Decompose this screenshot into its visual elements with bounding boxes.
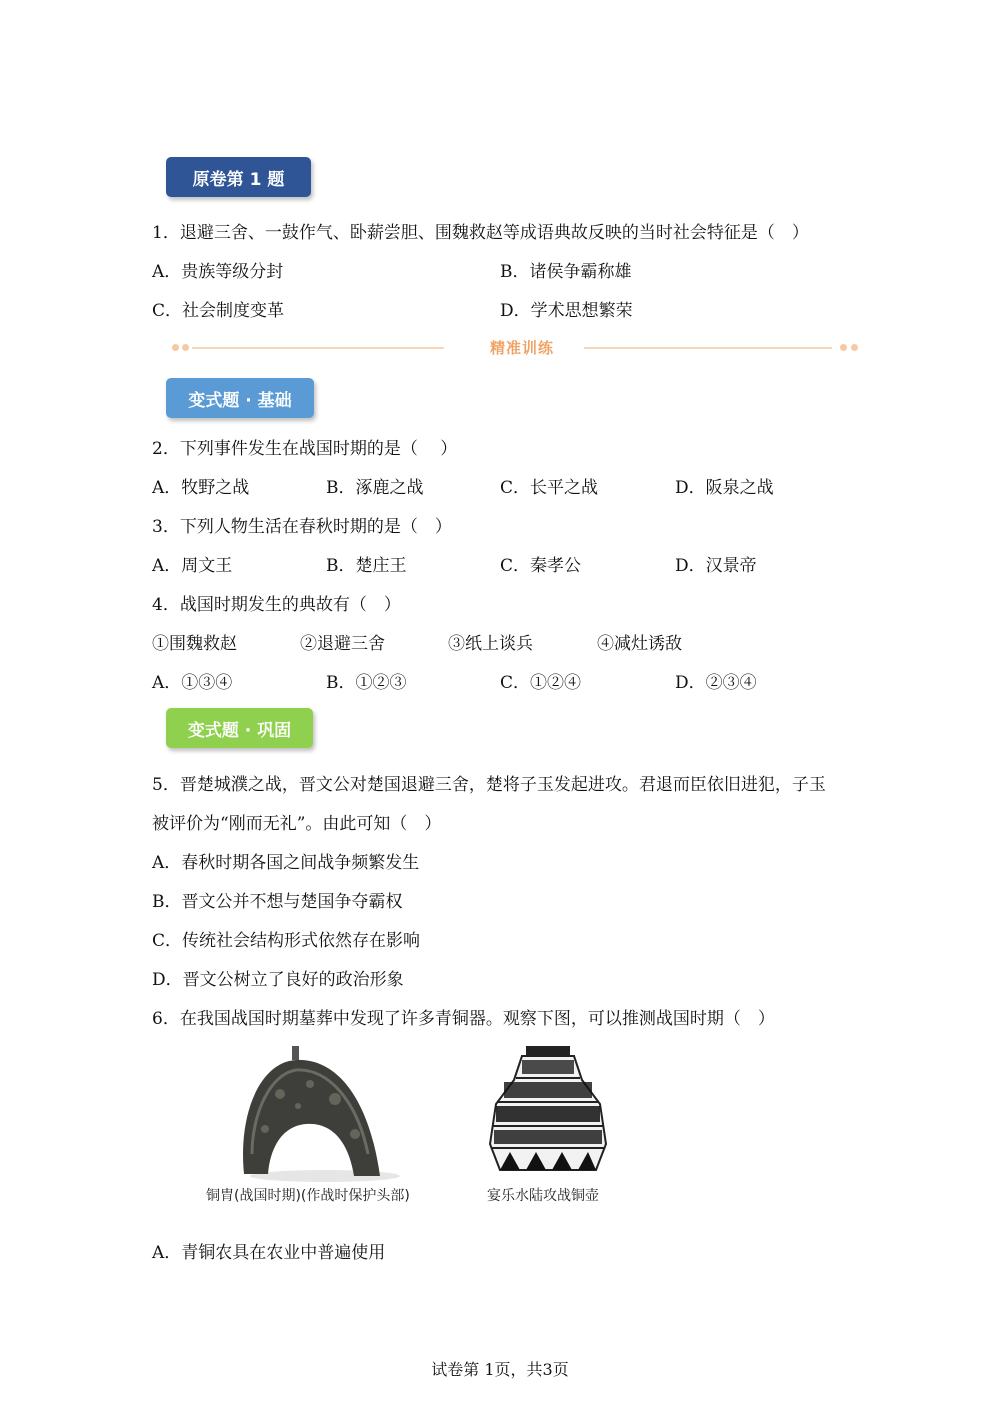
q3-option-a[interactable]: A．周文王	[152, 556, 233, 576]
q6-option-a[interactable]: A．青铜农具在农业中普遍使用	[152, 1243, 386, 1263]
q1-option-b[interactable]: B．诸侯争霸称雄	[500, 262, 632, 282]
q4-item-2: ②退避三舍	[300, 634, 385, 654]
bronze-helmet-image	[230, 1044, 405, 1184]
q4-option-b[interactable]: B．①②③	[326, 673, 407, 693]
helmet-caption: 铜胄(战国时期)(作战时保护头部)	[206, 1188, 410, 1204]
q1-option-c[interactable]: C．社会制度变革	[152, 301, 285, 321]
page-footer: 试卷第 1页，共3页	[431, 1360, 569, 1379]
q5-stem-line1: 5．晋楚城濮之战，晋文公对楚国退避三舍，楚将子玉发起进攻。君退而臣依旧进犯，子玉	[152, 775, 826, 795]
original-question-badge: 原卷第 1 题	[166, 157, 311, 197]
q4-option-d[interactable]: D．②③④	[675, 673, 757, 693]
q5-option-d[interactable]: D．晋文公树立了良好的政治形象	[152, 970, 404, 990]
q2-option-c[interactable]: C．长平之战	[500, 478, 599, 498]
q3-option-d[interactable]: D．汉景帝	[675, 556, 757, 576]
q4-stem: 4．战国时期发生的典故有（ ）	[152, 595, 401, 615]
variant-consolidate-badge: 变式题 · 巩固	[166, 708, 313, 748]
q5-option-b[interactable]: B．晋文公并不想与楚国争夺霸权	[152, 892, 403, 912]
q4-option-c[interactable]: C．①②④	[500, 673, 582, 693]
q4-option-a[interactable]: A．①③④	[152, 673, 233, 693]
q4-item-1: ①围魏救赵	[152, 634, 237, 654]
q1-option-d[interactable]: D．学术思想繁荣	[500, 301, 633, 321]
q1-stem: 1．退避三舍、一鼓作气、卧薪尝胆、围魏救赵等成语典故反映的当时社会特征是（ ）	[152, 223, 809, 243]
divider-label: 精准训练	[489, 339, 554, 357]
pot-caption: 宴乐水陆攻战铜壶	[487, 1188, 599, 1204]
q4-item-3: ③纸上谈兵	[448, 634, 533, 654]
section-divider	[172, 337, 860, 359]
q2-option-a[interactable]: A．牧野之战	[152, 478, 250, 498]
q3-stem: 3．下列人物生活在春秋时期的是（ ）	[152, 517, 452, 537]
q3-option-c[interactable]: C．秦孝公	[500, 556, 582, 576]
q5-option-c[interactable]: C．传统社会结构形式依然存在影响	[152, 931, 421, 951]
variant-basic-badge: 变式题 · 基础	[166, 378, 314, 418]
q2-option-d[interactable]: D．阪泉之战	[675, 478, 774, 498]
q4-item-4: ④减灶诱敌	[597, 634, 682, 654]
q2-option-b[interactable]: B．涿鹿之战	[326, 478, 424, 498]
q5-option-a[interactable]: A．春秋时期各国之间战争频繁发生	[152, 853, 420, 873]
q3-option-b[interactable]: B．楚庄王	[326, 556, 407, 576]
q6-stem: 6．在我国战国时期墓葬中发现了许多青铜器。观察下图，可以推测战国时期（ ）	[152, 1009, 775, 1029]
q1-option-a[interactable]: A．贵族等级分封	[152, 262, 284, 282]
bronze-pot-image	[480, 1044, 615, 1184]
q5-stem-line2: 被评价为“刚而无礼”。由此可知（ ）	[152, 814, 442, 834]
q2-stem: 2．下列事件发生在战国时期的是（ ）	[152, 439, 458, 459]
